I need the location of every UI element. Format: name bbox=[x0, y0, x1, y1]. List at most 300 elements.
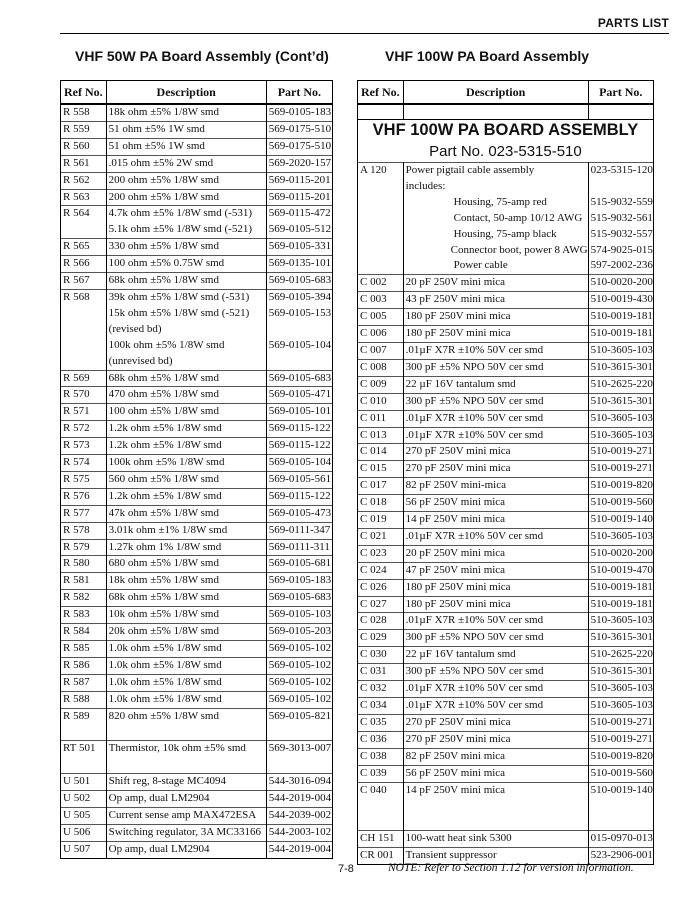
part-number-cell: 569-0105-183 bbox=[266, 573, 332, 590]
table-row bbox=[61, 471, 333, 488]
part-number-cell: 569-0111-347 bbox=[266, 522, 332, 539]
table-row bbox=[358, 478, 654, 495]
ref-cell: C 003 bbox=[358, 292, 404, 309]
table-row bbox=[358, 528, 654, 545]
table-row bbox=[61, 641, 333, 658]
part-number-cell: 544-3016-094 bbox=[266, 774, 332, 791]
table-row bbox=[358, 748, 654, 765]
part-number-cell: 569-3013-007 bbox=[266, 741, 332, 757]
table-row bbox=[61, 387, 333, 404]
ref-cell: R 589 bbox=[61, 708, 107, 724]
table-row bbox=[358, 342, 654, 359]
ref-cell: C 036 bbox=[358, 731, 404, 748]
table-row bbox=[358, 410, 654, 427]
description-cell: 51 ohm ±5% 1W smd bbox=[106, 121, 266, 138]
ref-cell: CR 001 bbox=[358, 848, 404, 865]
description-cell: .01µF X7R ±10% 50V cer smd bbox=[403, 427, 588, 444]
part-number-cell: 597-2002-236 bbox=[588, 258, 653, 274]
ref-cell: C 015 bbox=[358, 461, 404, 478]
ref-cell: U 502 bbox=[61, 791, 107, 808]
part-number-cell: 544-2039-002 bbox=[266, 808, 332, 825]
spacer-cell bbox=[358, 104, 404, 120]
part-number-cell: 569-0175-510 bbox=[266, 121, 332, 138]
ref-cell: C 030 bbox=[358, 647, 404, 664]
right-table-body bbox=[358, 163, 654, 865]
description-cell: 180 pF 250V mini mica bbox=[403, 326, 588, 343]
part-number-cell: 510-3615-301 bbox=[588, 630, 653, 647]
description-cell: 22 µF 16V tantalum smd bbox=[403, 647, 588, 664]
table-row bbox=[358, 782, 654, 798]
table-row bbox=[358, 647, 654, 664]
description-cell: 470 ohm ±5% 1/8W smd bbox=[106, 387, 266, 404]
ref-cell: C 040 bbox=[358, 782, 404, 798]
ref-cell: R 574 bbox=[61, 455, 107, 472]
ref-cell: C 023 bbox=[358, 545, 404, 562]
ref-cell bbox=[61, 757, 107, 773]
ref-cell: C 006 bbox=[358, 326, 404, 343]
ref-cell: R 584 bbox=[61, 624, 107, 641]
part-number-cell: 510-3605-103 bbox=[588, 681, 653, 698]
assembly-title-cell bbox=[358, 120, 654, 163]
part-number-cell: 569-0175-510 bbox=[266, 138, 332, 155]
part-number-cell bbox=[588, 179, 653, 195]
table-row bbox=[358, 163, 654, 179]
description-cell: 200 ohm ±5% 1/8W smd bbox=[106, 172, 266, 189]
ref-cell: U 501 bbox=[61, 774, 107, 791]
ref-cell: C 018 bbox=[358, 495, 404, 512]
left-table-body bbox=[61, 104, 333, 858]
ref-cell: R 571 bbox=[61, 404, 107, 421]
part-number-cell: 510-0020-200 bbox=[588, 545, 653, 562]
ref-cell: C 031 bbox=[358, 664, 404, 681]
table-row bbox=[358, 765, 654, 782]
table-row bbox=[358, 630, 654, 647]
part-number-cell: 510-0019-271 bbox=[588, 461, 653, 478]
header-rule bbox=[60, 33, 669, 34]
description-cell: Transient suppressor bbox=[403, 848, 588, 865]
ref-cell: R 569 bbox=[61, 370, 107, 387]
description-cell: .01µF X7R ±10% 50V cer smd bbox=[403, 342, 588, 359]
col-header-part: Part No. bbox=[588, 81, 653, 105]
description-cell: 5.1k ohm ±5% 1/8W smd (-521) bbox=[106, 222, 266, 238]
description-cell: 20 pF 250V mini mica bbox=[403, 545, 588, 562]
table-row bbox=[61, 791, 333, 808]
description-cell: .015 ohm ±5% 2W smd bbox=[106, 155, 266, 172]
table-row bbox=[61, 322, 333, 338]
ref-cell bbox=[358, 243, 404, 259]
table-row bbox=[358, 545, 654, 562]
table-row bbox=[61, 404, 333, 421]
description-cell: 15k ohm ±5% 1/8W smd (-521) bbox=[106, 306, 266, 322]
part-number-cell: 515-9032-559 bbox=[588, 195, 653, 211]
table-row bbox=[61, 808, 333, 825]
ref-cell: CH 151 bbox=[358, 831, 404, 848]
ref-cell: C 008 bbox=[358, 359, 404, 376]
part-number-cell: 569-0105-471 bbox=[266, 387, 332, 404]
ref-cell: C 014 bbox=[358, 444, 404, 461]
part-number-cell: 574-9025-015 bbox=[588, 243, 653, 259]
ref-cell: R 570 bbox=[61, 387, 107, 404]
table-row bbox=[358, 179, 654, 195]
part-number-cell: 569-0105-102 bbox=[266, 657, 332, 674]
part-number-cell: 569-0105-394 bbox=[266, 289, 332, 305]
ref-cell: U 507 bbox=[61, 841, 107, 858]
ref-cell: R 565 bbox=[61, 239, 107, 256]
description-cell: Switching regulator, 3A MC33166 bbox=[106, 824, 266, 841]
description-cell: 43 pF 250V mini mica bbox=[403, 292, 588, 309]
ref-cell: C 038 bbox=[358, 748, 404, 765]
ref-cell: R 573 bbox=[61, 438, 107, 455]
part-number-cell: 510-0019-140 bbox=[588, 782, 653, 798]
part-number-cell: 510-0019-181 bbox=[588, 579, 653, 596]
part-number-cell: 510-2625-220 bbox=[588, 376, 653, 393]
table-row bbox=[61, 573, 333, 590]
part-number-cell: 510-0019-181 bbox=[588, 596, 653, 613]
left-parts-table bbox=[60, 80, 333, 859]
ref-cell bbox=[358, 258, 404, 274]
col-header-part: Part No. bbox=[266, 81, 332, 105]
description-cell: 10k ohm ±5% 1/8W smd bbox=[106, 607, 266, 624]
part-number-cell: 569-0115-122 bbox=[266, 438, 332, 455]
description-cell: 18k ohm ±5% 1/8W smd bbox=[106, 104, 266, 121]
table-row bbox=[61, 354, 333, 370]
description-cell: Op amp, dual LM2904 bbox=[106, 791, 266, 808]
part-number-cell: 569-0135-101 bbox=[266, 256, 332, 273]
table-row bbox=[61, 306, 333, 322]
description-cell: 39k ohm ±5% 1/8W smd (-531) bbox=[106, 289, 266, 305]
description-cell: (revised bd) bbox=[106, 322, 266, 338]
table-row bbox=[358, 698, 654, 715]
table-row bbox=[358, 714, 654, 731]
part-number-cell: 515-9032-561 bbox=[588, 211, 653, 227]
ref-cell bbox=[358, 195, 404, 211]
ref-cell: C 017 bbox=[358, 478, 404, 495]
description-cell: 180 pF 250V mini mica bbox=[403, 579, 588, 596]
part-number-cell: 569-0105-102 bbox=[266, 674, 332, 691]
description-cell: (unrevised bd) bbox=[106, 354, 266, 370]
table-row bbox=[61, 505, 333, 522]
ref-cell: C 007 bbox=[358, 342, 404, 359]
table-row bbox=[358, 211, 654, 227]
part-number-cell: 569-0115-201 bbox=[266, 189, 332, 206]
ref-cell bbox=[61, 354, 107, 370]
description-cell: 14 pF 250V mini mica bbox=[403, 782, 588, 798]
table-row bbox=[61, 370, 333, 387]
ref-cell bbox=[358, 798, 404, 814]
part-number-cell: 569-0105-561 bbox=[266, 471, 332, 488]
ref-cell: R 586 bbox=[61, 657, 107, 674]
right-section-title: VHF 100W PA Board Assembly bbox=[385, 48, 590, 64]
part-number-cell: 569-0105-683 bbox=[266, 273, 332, 290]
part-number-cell: 510-0019-140 bbox=[588, 512, 653, 529]
description-cell: 47k ohm ±5% 1/8W smd bbox=[106, 505, 266, 522]
ref-cell: R 560 bbox=[61, 138, 107, 155]
table-row bbox=[61, 757, 333, 773]
description-cell: Connector boot, power 8 AWG bbox=[403, 243, 588, 259]
description-cell: 20k ohm ±5% 1/8W smd bbox=[106, 624, 266, 641]
description-cell: 200 ohm ±5% 1/8W smd bbox=[106, 189, 266, 206]
description-cell: 100 ohm ±5% 1/8W smd bbox=[106, 404, 266, 421]
table-row bbox=[358, 495, 654, 512]
part-number-cell: 523-2906-001 bbox=[588, 848, 653, 865]
part-number-cell: 510-2625-220 bbox=[588, 647, 653, 664]
footer-note: NOTE: Refer to Section 1.12 for version information. bbox=[388, 862, 634, 874]
ref-cell: R 579 bbox=[61, 539, 107, 556]
table-row bbox=[358, 243, 654, 259]
part-number-cell: 569-0115-122 bbox=[266, 421, 332, 438]
table-row bbox=[358, 195, 654, 211]
ref-cell: C 029 bbox=[358, 630, 404, 647]
part-number-cell bbox=[266, 354, 332, 370]
part-number-cell: 510-3615-301 bbox=[588, 359, 653, 376]
part-number-cell: 544-2003-102 bbox=[266, 824, 332, 841]
description-cell: 1.2k ohm ±5% 1/8W smd bbox=[106, 438, 266, 455]
description-cell: 14 pF 250V mini mica bbox=[403, 512, 588, 529]
table-row bbox=[358, 831, 654, 848]
part-number-cell: 510-0019-271 bbox=[588, 714, 653, 731]
ref-cell: R 572 bbox=[61, 421, 107, 438]
description-cell: 82 pF 250V mini mica bbox=[403, 748, 588, 765]
part-number-cell: 569-0105-102 bbox=[266, 641, 332, 658]
part-number-cell: 510-3605-103 bbox=[588, 698, 653, 715]
description-cell: 18k ohm ±5% 1/8W smd bbox=[106, 573, 266, 590]
col-header-ref: Ref No. bbox=[61, 81, 107, 105]
table-row bbox=[61, 273, 333, 290]
ref-cell: R 561 bbox=[61, 155, 107, 172]
part-number-cell: 510-3605-103 bbox=[588, 427, 653, 444]
table-row bbox=[358, 359, 654, 376]
part-number-cell: 544-2019-004 bbox=[266, 841, 332, 858]
description-cell: 680 ohm ±5% 1/8W smd bbox=[106, 556, 266, 573]
col-header-description: Description bbox=[106, 81, 266, 105]
table-row bbox=[61, 121, 333, 138]
description-cell: 300 pF ±5% NPO 50V cer smd bbox=[403, 393, 588, 410]
right-parts-table bbox=[357, 80, 654, 865]
ref-cell: R 577 bbox=[61, 505, 107, 522]
part-number-cell: 510-3615-301 bbox=[588, 393, 653, 410]
description-cell: 330 ohm ±5% 1/8W smd bbox=[106, 239, 266, 256]
table-row bbox=[61, 172, 333, 189]
table-row bbox=[358, 227, 654, 243]
table-row bbox=[61, 222, 333, 238]
description-cell: Shift reg, 8-stage MC4094 bbox=[106, 774, 266, 791]
table-row bbox=[61, 206, 333, 222]
assembly-part-number: Part No. 023-5315-510 bbox=[429, 143, 582, 160]
description-cell: 68k ohm ±5% 1/8W smd bbox=[106, 590, 266, 607]
spacer-cell bbox=[588, 104, 653, 120]
ref-cell bbox=[358, 814, 404, 830]
part-number-cell: 510-0019-271 bbox=[588, 444, 653, 461]
description-cell: 3.01k ohm ±1% 1/8W smd bbox=[106, 522, 266, 539]
ref-cell: R 582 bbox=[61, 590, 107, 607]
part-number-cell: 569-0105-512 bbox=[266, 222, 332, 238]
part-number-cell: 015-0970-013 bbox=[588, 831, 653, 848]
description-cell: 180 pF 250V mini mica bbox=[403, 596, 588, 613]
ref-cell: R 567 bbox=[61, 273, 107, 290]
part-number-cell: 510-0019-181 bbox=[588, 309, 653, 326]
description-cell: 1.0k ohm ±5% 1/8W smd bbox=[106, 641, 266, 658]
table-row bbox=[61, 657, 333, 674]
description-cell: .01µF X7R ±10% 50V cer smd bbox=[403, 698, 588, 715]
description-cell: 100k ohm ±5% 1/8W smd bbox=[106, 338, 266, 354]
description-cell: 100 ohm ±5% 0.75W smd bbox=[106, 256, 266, 273]
ref-cell: C 011 bbox=[358, 410, 404, 427]
table-row bbox=[61, 338, 333, 354]
description-cell: Power cable bbox=[403, 258, 588, 274]
description-cell: 51 ohm ±5% 1W smd bbox=[106, 138, 266, 155]
description-cell bbox=[403, 814, 588, 830]
part-number-cell: 569-0105-683 bbox=[266, 590, 332, 607]
table-row bbox=[358, 562, 654, 579]
part-number-cell: 510-0019-560 bbox=[588, 495, 653, 512]
part-number-cell: 569-0105-183 bbox=[266, 104, 332, 121]
table-row bbox=[61, 674, 333, 691]
description-cell: 270 pF 250V mini mica bbox=[403, 731, 588, 748]
ref-cell: C 028 bbox=[358, 613, 404, 630]
description-cell: Contact, 50-amp 10/12 AWG bbox=[403, 211, 588, 227]
ref-cell: R 562 bbox=[61, 172, 107, 189]
part-number-cell: 569-0105-104 bbox=[266, 455, 332, 472]
description-cell: 82 pF 250V mini-mica bbox=[403, 478, 588, 495]
table-row bbox=[358, 579, 654, 596]
description-cell: 20 pF 250V mini mica bbox=[403, 275, 588, 292]
part-number-cell: 569-0105-153 bbox=[266, 306, 332, 322]
part-number-cell: 510-3605-103 bbox=[588, 342, 653, 359]
table-row bbox=[61, 725, 333, 741]
description-cell bbox=[106, 757, 266, 773]
table-row bbox=[61, 841, 333, 858]
part-number-cell: 510-0019-181 bbox=[588, 326, 653, 343]
table-row bbox=[61, 522, 333, 539]
description-cell: 68k ohm ±5% 1/8W smd bbox=[106, 273, 266, 290]
table-row bbox=[61, 607, 333, 624]
table-row bbox=[358, 376, 654, 393]
part-number-cell bbox=[266, 322, 332, 338]
ref-cell: C 013 bbox=[358, 427, 404, 444]
ref-cell: R 576 bbox=[61, 488, 107, 505]
ref-cell: C 005 bbox=[358, 309, 404, 326]
part-number-cell: 510-0020-200 bbox=[588, 275, 653, 292]
description-cell: 1.27k ohm 1% 1/8W smd bbox=[106, 539, 266, 556]
ref-cell: U 506 bbox=[61, 824, 107, 841]
description-cell: 47 pF 250V mini mica bbox=[403, 562, 588, 579]
description-cell: 270 pF 250V mini mica bbox=[403, 461, 588, 478]
table-row bbox=[358, 427, 654, 444]
assembly-title: VHF 100W PA BOARD ASSEMBLY bbox=[372, 121, 639, 139]
description-cell: 1.2k ohm ±5% 1/8W smd bbox=[106, 488, 266, 505]
part-number-cell: 510-3605-103 bbox=[588, 410, 653, 427]
part-number-cell: 515-9032-557 bbox=[588, 227, 653, 243]
ref-cell: C 024 bbox=[358, 562, 404, 579]
table-row bbox=[61, 421, 333, 438]
part-number-cell: 569-0105-821 bbox=[266, 708, 332, 724]
table-row bbox=[61, 256, 333, 273]
description-cell: 68k ohm ±5% 1/8W smd bbox=[106, 370, 266, 387]
description-cell bbox=[106, 725, 266, 741]
ref-cell: R 563 bbox=[61, 189, 107, 206]
col-header-description: Description bbox=[403, 81, 588, 105]
part-number-cell: 510-0019-820 bbox=[588, 748, 653, 765]
ref-cell bbox=[358, 227, 404, 243]
table-row bbox=[358, 393, 654, 410]
ref-cell: C 002 bbox=[358, 275, 404, 292]
table-row bbox=[61, 438, 333, 455]
part-number-cell: 569-0105-101 bbox=[266, 404, 332, 421]
table-row bbox=[358, 613, 654, 630]
description-cell: 300 pF ±5% NPO 50V cer smd bbox=[403, 630, 588, 647]
table-row bbox=[358, 814, 654, 830]
part-number-cell: 510-0019-271 bbox=[588, 731, 653, 748]
ref-cell bbox=[61, 725, 107, 741]
part-number-cell: 569-0105-681 bbox=[266, 556, 332, 573]
description-cell: 22 µF 16V tantalum smd bbox=[403, 376, 588, 393]
ref-cell: C 032 bbox=[358, 681, 404, 698]
part-number-cell bbox=[588, 814, 653, 830]
part-number-cell: 510-3605-103 bbox=[588, 613, 653, 630]
table-row bbox=[61, 155, 333, 172]
ref-cell bbox=[61, 306, 107, 322]
description-cell: 560 ohm ±5% 1/8W smd bbox=[106, 471, 266, 488]
ref-cell: R 568 bbox=[61, 289, 107, 305]
description-cell: 4.7k ohm ±5% 1/8W smd (-531) bbox=[106, 206, 266, 222]
table-row bbox=[61, 824, 333, 841]
ref-cell: R 575 bbox=[61, 471, 107, 488]
table-row bbox=[61, 455, 333, 472]
table-row bbox=[358, 798, 654, 814]
ref-cell: R 581 bbox=[61, 573, 107, 590]
description-cell: includes: bbox=[403, 179, 588, 195]
table-row bbox=[61, 539, 333, 556]
part-number-cell: 569-0105-203 bbox=[266, 624, 332, 641]
table-row bbox=[61, 691, 333, 708]
description-cell: 100-watt heat sink 5300 bbox=[403, 831, 588, 848]
part-number-cell: 510-0019-430 bbox=[588, 292, 653, 309]
ref-cell: R 566 bbox=[61, 256, 107, 273]
part-number-cell: 569-0115-122 bbox=[266, 488, 332, 505]
ref-cell: C 035 bbox=[358, 714, 404, 731]
table-row bbox=[61, 774, 333, 791]
description-cell: 270 pF 250V mini mica bbox=[403, 444, 588, 461]
ref-cell: R 585 bbox=[61, 641, 107, 658]
table-row bbox=[358, 292, 654, 309]
table-row bbox=[61, 708, 333, 724]
description-cell: .01µF X7R ±10% 50V cer smd bbox=[403, 528, 588, 545]
part-number-cell: 510-0019-470 bbox=[588, 562, 653, 579]
table-row bbox=[358, 275, 654, 292]
description-cell: 56 pF 250V mini mica bbox=[403, 495, 588, 512]
section-header: PARTS LIST bbox=[597, 16, 669, 30]
part-number-cell: 569-0111-311 bbox=[266, 539, 332, 556]
spacer-cell bbox=[403, 104, 588, 120]
table-row bbox=[358, 731, 654, 748]
description-cell: 1.2k ohm ±5% 1/8W smd bbox=[106, 421, 266, 438]
table-row bbox=[61, 624, 333, 641]
table-row bbox=[358, 309, 654, 326]
part-number-cell: 510-0019-820 bbox=[588, 478, 653, 495]
table-row bbox=[358, 664, 654, 681]
part-number-cell: 569-0105-331 bbox=[266, 239, 332, 256]
part-number-cell: 544-2019-004 bbox=[266, 791, 332, 808]
table-row bbox=[61, 590, 333, 607]
table-row bbox=[61, 239, 333, 256]
part-number-cell bbox=[266, 757, 332, 773]
description-cell: 820 ohm ±5% 1/8W smd bbox=[106, 708, 266, 724]
part-number-cell bbox=[588, 798, 653, 814]
description-cell: Housing, 75-amp red bbox=[403, 195, 588, 211]
ref-cell: R 583 bbox=[61, 607, 107, 624]
page-number: 7-8 bbox=[338, 863, 354, 875]
ref-cell bbox=[61, 322, 107, 338]
